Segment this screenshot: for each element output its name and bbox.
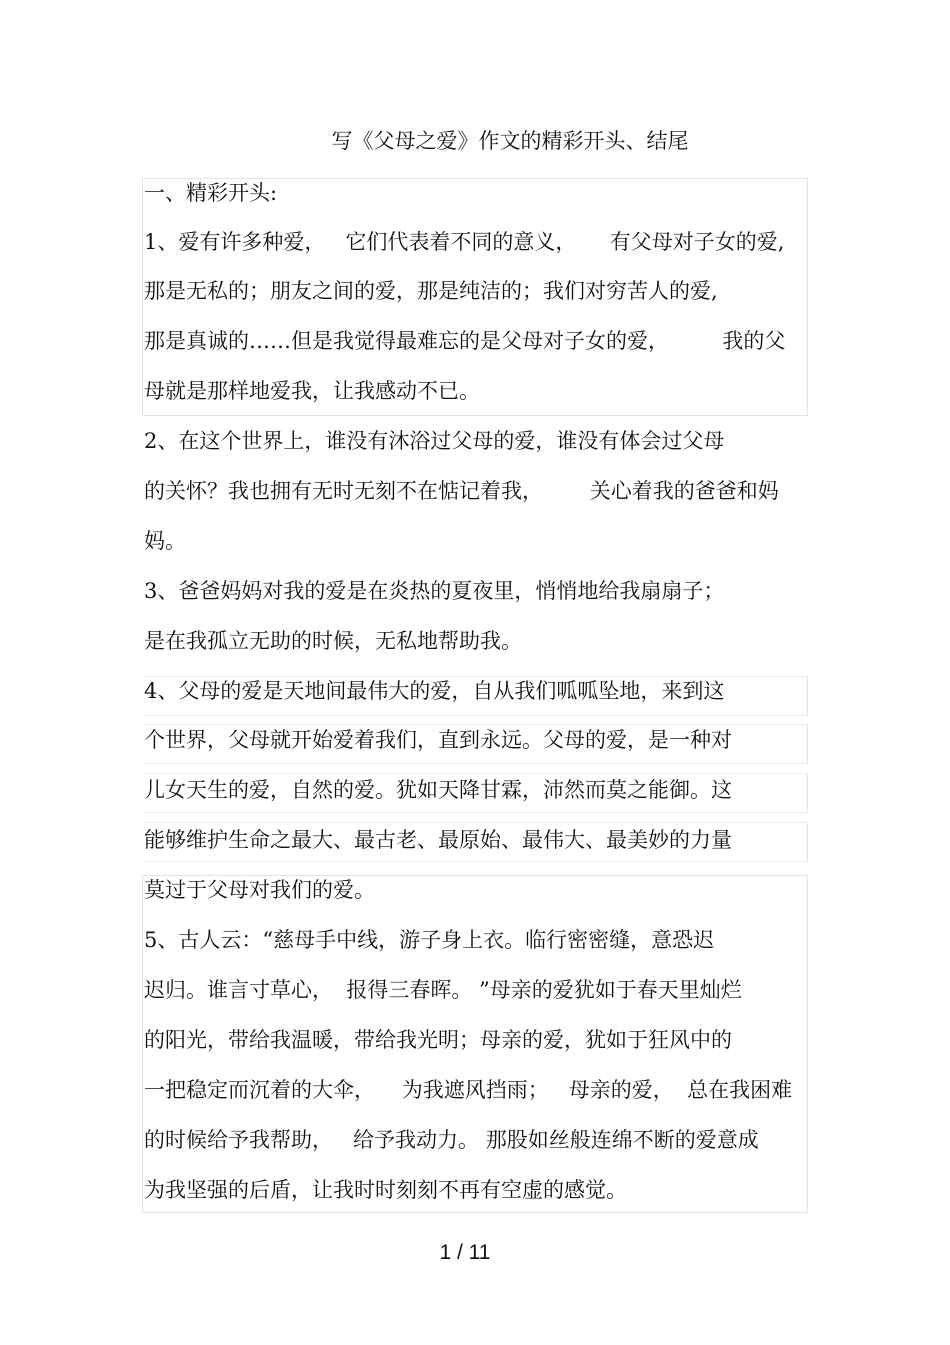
section-heading: 一、精彩开头: [144, 181, 278, 205]
text-line: 4、父母的爱是天地间最伟大的爱，自从我们呱呱坠地，来到这 [144, 679, 725, 703]
text-line: 一把稳定而沉着的大伞， 为我遮风挡雨； 母亲的爱， 总在我困难 [144, 1078, 793, 1102]
text-line: 个世界，父母就开始爱着我们，直到永远。父母的爱，是一种对 [144, 728, 732, 752]
text-line: 是在我孤立无助的时候，无私地帮助我。 [144, 629, 522, 653]
text-line: 的关怀？我也拥有无时无刻不在惦记着我， 关心着我的爸爸和妈 [144, 479, 779, 503]
text-line: 那是真诚的……但是我觉得最难忘的是父母对子女的爱， 我的父 [144, 329, 786, 353]
text-line: 3、爸爸妈妈对我的爱是在炎热的夏夜里，悄悄地给我扇扇子； [144, 579, 725, 603]
text-line: 的阳光，带给我温暖，带给我光明；母亲的爱，犹如于狂风中的 [144, 1028, 732, 1052]
text-line: 的时候给予我帮助， 给予我动力。 那股如丝般连绵不断的爱意成 [144, 1128, 759, 1152]
text-line: 2、在这个世界上，谁没有沐浴过父母的爱，谁没有体会过父母 [144, 429, 725, 453]
text-line: 迟归。谁言寸草心， 报得三春晖。 ”母亲的爱犹如于春天里灿烂 [144, 978, 742, 1002]
text-line: 那是无私的；朋友之间的爱，那是纯洁的；我们对穷苦人的爱, [144, 279, 718, 303]
text-line: 5、古人云：“慈母手中线，游子身上衣。临行密密缝，意恐迟 [144, 928, 715, 952]
document-title: 写《父母之爱》作文的精彩开头、结尾 [331, 129, 689, 153]
text-line: 儿女天生的爱，自然的爱。犹如天降甘霖，沛然而莫之能御。这 [144, 778, 732, 802]
text-line: 莫过于父母对我们的爱。 [144, 878, 375, 902]
text-line: 能够维护生命之最大、最古老、最原始、最伟大、最美妙的力量 [144, 828, 732, 852]
text-line: 为我坚强的后盾，让我时时刻刻不再有空虚的感觉。 [144, 1178, 627, 1202]
text-line: 妈。 [144, 529, 186, 553]
page-number: 1 / 11 [439, 1241, 491, 1264]
text-line: 母就是那样地爱我，让我感动不已。 [144, 379, 480, 403]
text-line: 1、爱有许多种爱， 它们代表着不同的意义， 有父母对子女的爱, [144, 230, 785, 254]
